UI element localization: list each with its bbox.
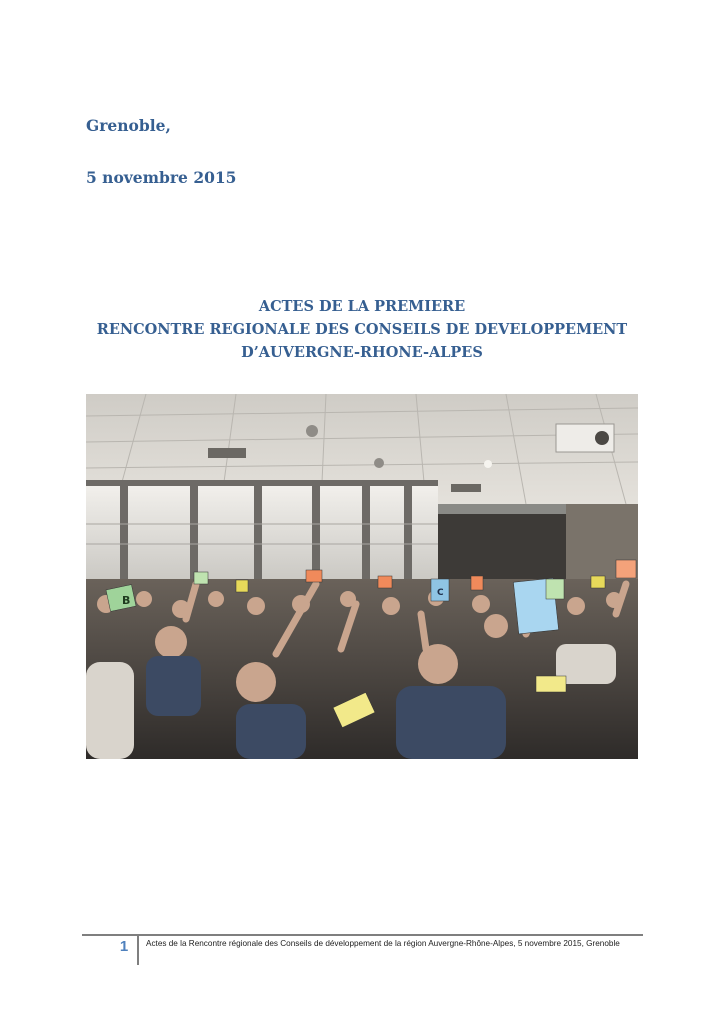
voting-card-letter: B bbox=[122, 594, 131, 607]
title-line: D’AUVERGNE-RHONE-ALPES bbox=[241, 344, 483, 361]
page-number: 1 bbox=[119, 938, 129, 955]
footer-text: Actes de la Rencontre régionale des Conseils de développement de la région Auvergne-Rhône-Alpes, 5 novembre 2015, Grenoble bbox=[146, 939, 620, 948]
voting-card-letter: C bbox=[437, 588, 444, 598]
document-title bbox=[86, 295, 638, 364]
footer-rule bbox=[82, 934, 643, 936]
title-line: RENCONTRE REGIONALE DES CONSEILS DE DEVELOPPEMENT bbox=[96, 321, 628, 338]
footer-separator bbox=[137, 935, 139, 965]
place-heading: Grenoble, bbox=[86, 116, 171, 135]
conference-audience-photo bbox=[86, 394, 638, 759]
date-heading: 5 novembre 2015 bbox=[86, 168, 237, 187]
title-line: ACTES DE LA PREMIERE bbox=[258, 298, 466, 315]
